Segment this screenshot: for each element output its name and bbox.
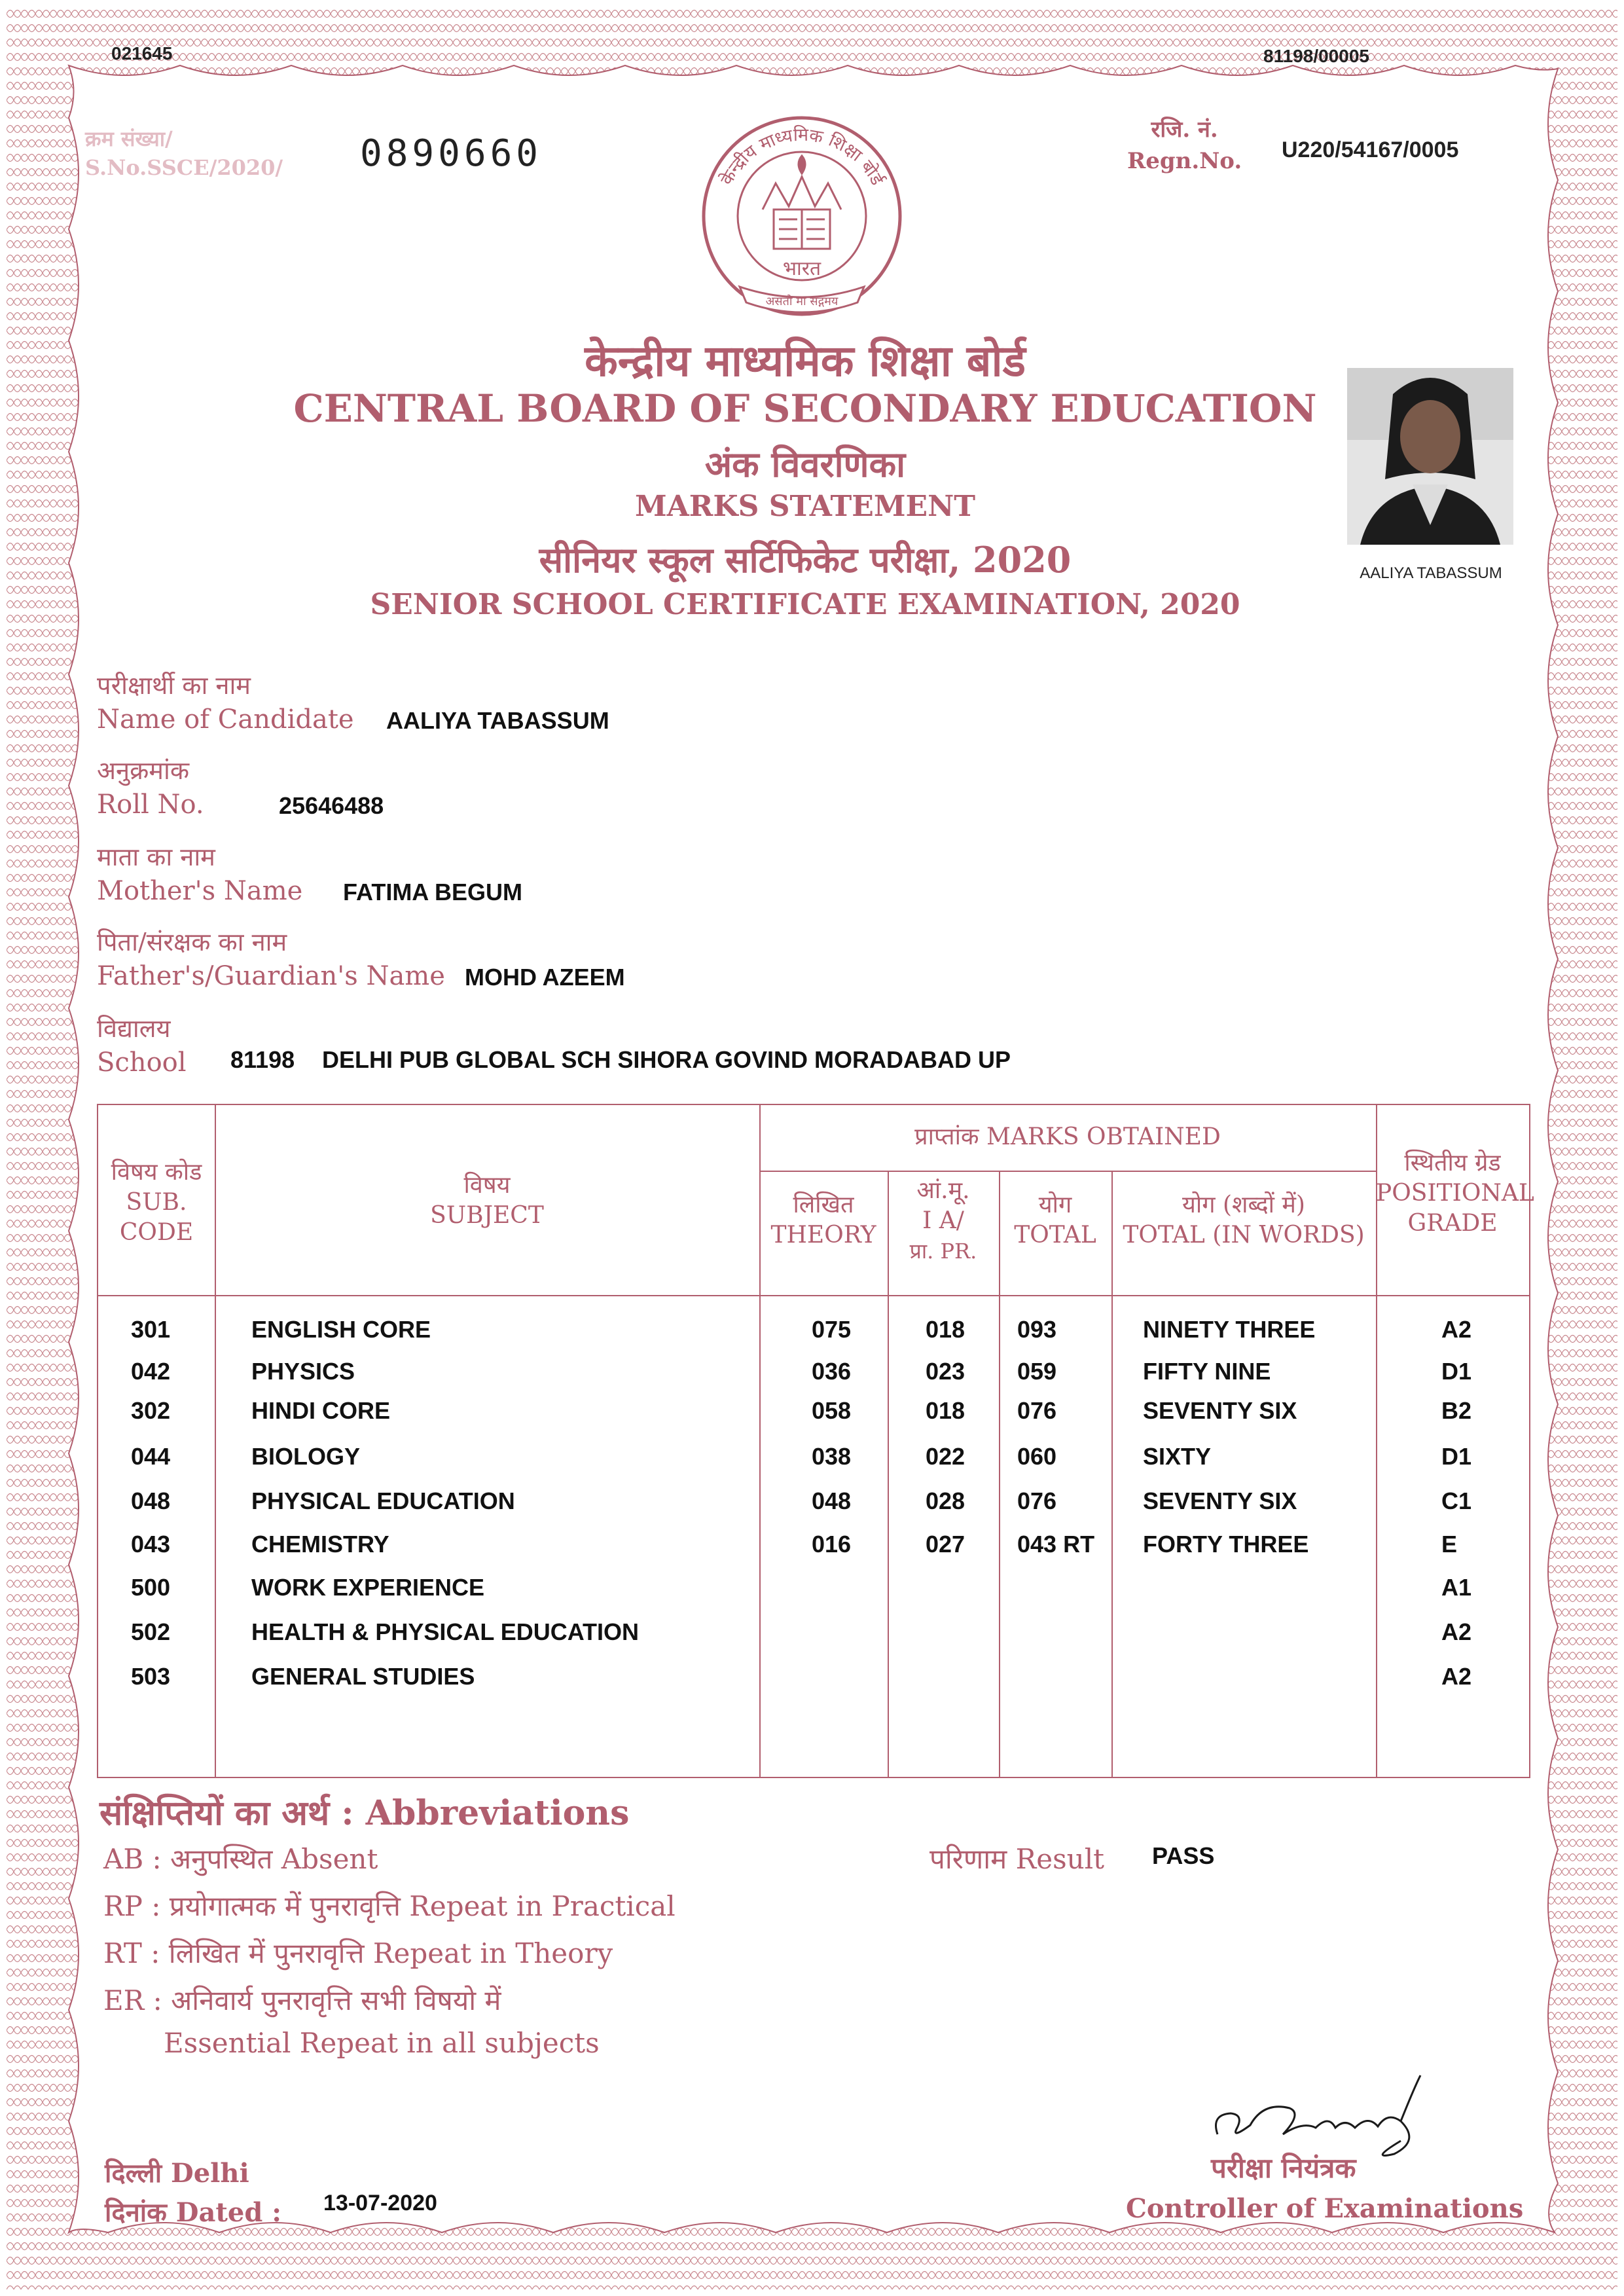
cell-code: 500 — [131, 1574, 171, 1601]
abbreviations-heading: संक्षिप्तियों का अर्थ : Abbreviations — [99, 1793, 630, 1833]
cell-code: 301 — [131, 1316, 171, 1343]
col-code-header: विषय कोड SUB. CODE — [111, 1159, 202, 1246]
cell-subject: WORK EXPERIENCE — [251, 1574, 485, 1601]
result-label: परिणाम Result — [929, 1843, 1105, 1875]
corner-number-left: 021645 — [111, 43, 173, 64]
result-value: PASS — [1152, 1842, 1215, 1869]
controller-title-hindi: परीक्षा नियंत्रक — [1211, 2152, 1356, 2184]
name-label: Name of Candidate — [97, 704, 354, 735]
school-label: School — [97, 1048, 187, 1078]
cell-subject: GENERAL STUDIES — [251, 1663, 475, 1690]
cell-ia: 028 — [926, 1487, 965, 1514]
serial-number: 0890660 — [360, 132, 543, 175]
board-title-hindi: केन्द्रीय माध्यमिक शिक्षा बोर्ड — [585, 335, 1026, 386]
father-name: MOHD AZEEM — [465, 964, 625, 991]
cell-grade: C1 — [1441, 1487, 1472, 1514]
exam-title-hindi: सीनियर स्कूल सर्टिफिकेट परीक्षा, 2020 — [539, 539, 1072, 581]
candidate-photo — [1347, 368, 1513, 545]
col-subject-header: विषय SUBJECT — [430, 1172, 544, 1229]
cell-code: 503 — [131, 1663, 171, 1690]
school-label-hindi: विद्यालय — [97, 1014, 171, 1043]
col-grade-header: स्थितीय ग्रेड POSITIONAL GRADE — [1376, 1150, 1534, 1237]
logo-ring-text: केन्द्रीय माध्यमिक शिक्षा बोर्ड — [716, 124, 888, 189]
cell-total: 060 — [1017, 1443, 1057, 1470]
col-total-header: योग TOTAL — [1014, 1192, 1096, 1248]
cell-subject: ENGLISH CORE — [251, 1316, 431, 1343]
marks-table — [97, 1104, 1534, 1778]
cell-ia: 018 — [926, 1397, 965, 1424]
cell-theory: 048 — [812, 1487, 852, 1514]
name-label-hindi: परीक्षार्थी का नाम — [97, 671, 251, 700]
dated-label: दिनांक Dated : — [105, 2197, 281, 2228]
cell-words: NINETY THREE — [1143, 1316, 1316, 1343]
cell-ia: 023 — [926, 1358, 965, 1385]
school-code: 81198 — [230, 1046, 295, 1073]
mother-label: Mother's Name — [97, 876, 303, 906]
cell-code: 042 — [131, 1358, 171, 1385]
document-title: MARKS STATEMENT — [634, 490, 976, 523]
issue-date: 13-07-2020 — [323, 2191, 437, 2215]
cell-code: 048 — [131, 1487, 171, 1514]
cell-grade: E — [1441, 1531, 1458, 1558]
cell-theory: 036 — [812, 1358, 852, 1385]
cell-grade: A2 — [1441, 1618, 1472, 1645]
controller-signature — [1204, 2062, 1440, 2160]
father-label-hindi: पिता/संरक्षक का नाम — [97, 928, 287, 957]
abbreviation-er: ER : अनिवार्य पुनरावृत्ति सभी विषयो में — [103, 1984, 501, 2016]
roll-label: Roll No. — [97, 790, 204, 820]
corner-number-right: 81198/00005 — [1263, 46, 1369, 66]
logo-motto: असतो मा सद्गमय — [765, 295, 839, 308]
board-title: CENTRAL BOARD OF SECONDARY EDUCATION — [293, 386, 1317, 431]
certificate-sheet — [7, 7, 1617, 2289]
cell-words: SEVENTY SIX — [1143, 1397, 1297, 1424]
cell-code: 044 — [131, 1443, 171, 1470]
cell-grade: B2 — [1441, 1397, 1472, 1424]
cell-ia: 027 — [926, 1531, 965, 1558]
cell-subject: BIOLOGY — [251, 1443, 361, 1470]
cell-code: 302 — [131, 1397, 171, 1424]
cell-words: SEVENTY SIX — [1143, 1487, 1297, 1514]
cell-code: 502 — [131, 1618, 171, 1645]
cell-code: 043 — [131, 1531, 171, 1558]
school-name: DELHI PUB GLOBAL SCH SIHORA GOVIND MORADABAD UP — [322, 1046, 1011, 1073]
cell-subject: HEALTH & PHYSICAL EDUCATION — [251, 1618, 640, 1645]
cell-grade: D1 — [1441, 1358, 1472, 1385]
place-label: दिल्ली Delhi — [105, 2158, 249, 2189]
cell-theory: 075 — [812, 1316, 852, 1343]
mother-label-hindi: माता का नाम — [97, 843, 215, 871]
abbreviation-rp: RP : प्रयोगात्मक में पुनरावृत्ति Repeat in Practical — [103, 1890, 676, 1922]
abbreviation-ab: AB : अनुपस्थित Absent — [103, 1843, 378, 1875]
logo-country: भारत — [782, 257, 821, 280]
cell-total: 043 RT — [1017, 1531, 1095, 1558]
cell-ia: 018 — [926, 1316, 965, 1343]
roll-number: 25646488 — [279, 792, 384, 819]
abbreviation-rt: RT : लिखित में पुनरावृत्ति Repeat in Theory — [103, 1937, 613, 1969]
col-ia-header: आं.मू. I A/ प्रा. PR. — [909, 1177, 977, 1264]
cell-subject: HINDI CORE — [251, 1397, 391, 1424]
abbreviation-er-english: Essential Repeat in all subjects — [164, 2027, 600, 2059]
cell-words: FIFTY NINE — [1143, 1358, 1271, 1385]
registration-label: रजि. नं. Regn.No. — [1127, 117, 1242, 174]
cell-total: 076 — [1017, 1487, 1057, 1514]
registration-number: U220/54167/0005 — [1282, 137, 1459, 162]
cell-total: 093 — [1017, 1316, 1057, 1343]
father-label: Father's/Guardian's Name — [97, 961, 445, 991]
roll-label-hindi: अनुक्रमांक — [97, 756, 190, 785]
cell-total: 076 — [1017, 1397, 1057, 1424]
cell-total: 059 — [1017, 1358, 1057, 1385]
serial-label: क्रम संख्या/ S.No.SSCE/2020/ — [85, 126, 283, 180]
cell-grade: A1 — [1441, 1574, 1472, 1601]
cell-subject: PHYSICS — [251, 1358, 355, 1385]
col-theory-header: लिखित THEORY — [770, 1192, 876, 1248]
cell-grade: A2 — [1441, 1663, 1472, 1690]
cell-subject: PHYSICAL EDUCATION — [251, 1487, 515, 1514]
cell-grade: A2 — [1441, 1316, 1472, 1343]
cell-theory: 038 — [812, 1443, 852, 1470]
mother-name: FATIMA BEGUM — [343, 879, 522, 905]
photo-caption: AALIYA TABASSUM — [1360, 564, 1502, 582]
controller-title: Controller of Examinations — [1126, 2193, 1524, 2224]
col-words-header: योग (शब्दों में) TOTAL (IN WORDS) — [1123, 1192, 1365, 1248]
cell-words: SIXTY — [1143, 1443, 1212, 1470]
cbse-logo — [694, 111, 910, 327]
cell-grade: D1 — [1441, 1443, 1472, 1470]
exam-title: SENIOR SCHOOL CERTIFICATE EXAMINATION, 2020 — [370, 588, 1240, 621]
cell-words: FORTY THREE — [1143, 1531, 1309, 1558]
document-title-hindi: अंक विवरणिका — [704, 443, 906, 485]
marks-obtained-header: प्राप्तांक MARKS OBTAINED — [914, 1123, 1221, 1150]
candidate-name: AALIYA TABASSUM — [386, 707, 609, 734]
cell-theory: 058 — [812, 1397, 852, 1424]
cell-subject: CHEMISTRY — [251, 1531, 389, 1558]
cell-ia: 022 — [926, 1443, 965, 1470]
cell-theory: 016 — [812, 1531, 852, 1558]
